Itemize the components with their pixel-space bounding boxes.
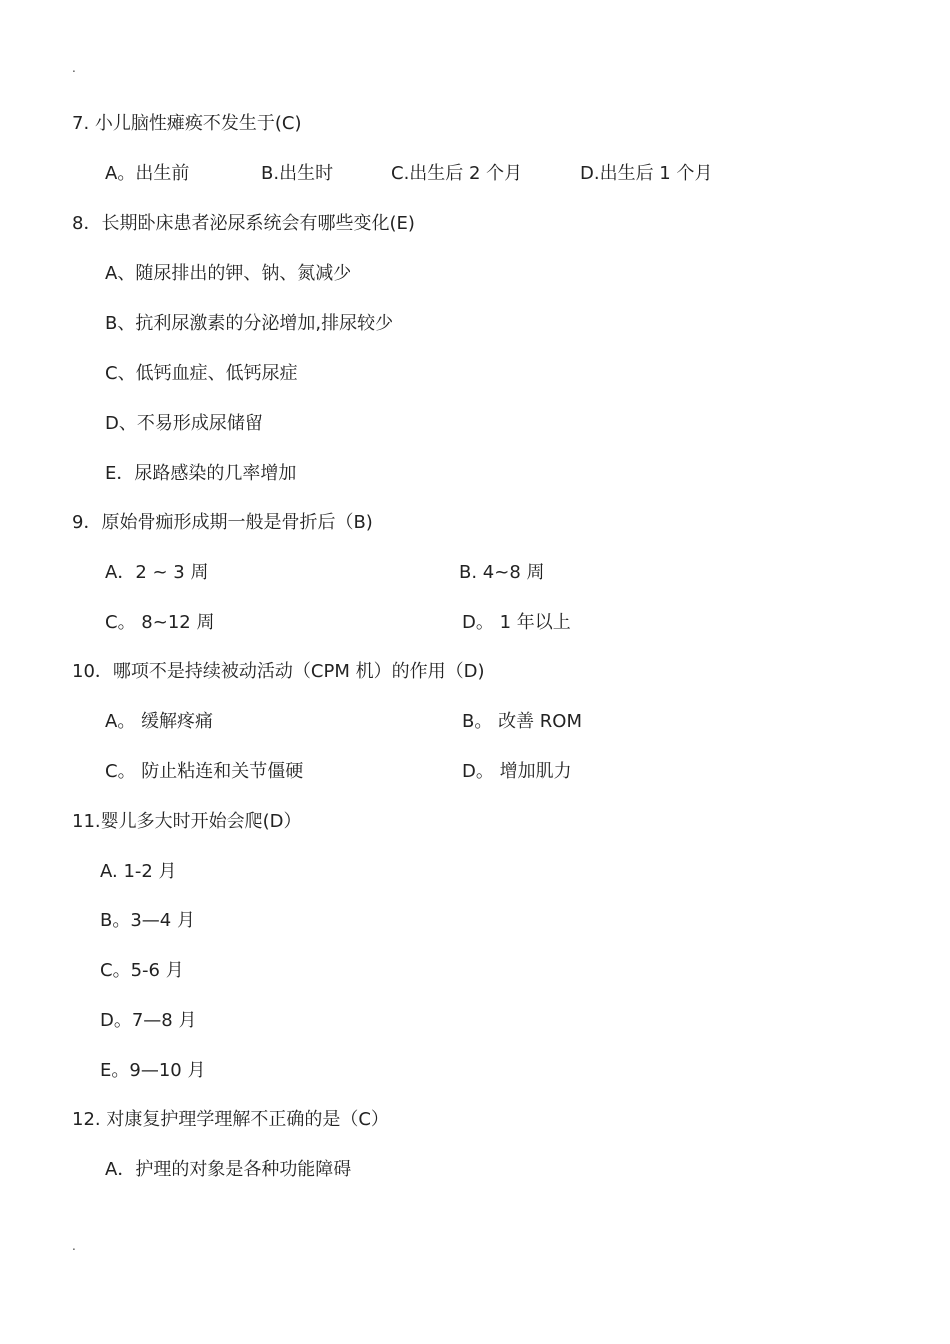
question-11-option-e: E。9—10 月 — [100, 1060, 206, 1081]
question-7-option-b: B.出生时 — [261, 163, 334, 184]
question-9-option-b: B. 4~8 周 — [459, 562, 545, 583]
footer-mark: . — [72, 1239, 76, 1253]
question-8-option-a: A、随尿排出的钾、钠、氮减少 — [105, 263, 352, 284]
question-7-stem: 7. 小儿脑性瘫痪不发生于(C) — [72, 113, 302, 134]
question-10-option-d: D。 增加肌力 — [462, 761, 572, 782]
question-10-option-c: C。 防止粘连和关节僵硬 — [105, 761, 304, 782]
question-12-option-a: A．护理的对象是各种功能障碍 — [105, 1159, 352, 1180]
question-11-option-a: A. 1-2 月 — [100, 861, 177, 882]
question-8-option-e: E．尿路感染的几率增加 — [105, 463, 297, 484]
question-9-option-d: D。 1 年以上 — [462, 612, 571, 633]
question-9-stem: 9．原始骨痂形成期一般是骨折后（B) — [72, 512, 373, 533]
question-9-option-c: C。 8~12 周 — [105, 612, 215, 633]
question-7-option-d: D.出生后 1 个月 — [580, 163, 713, 184]
question-7-option-c: C.出生后 2 个月 — [391, 163, 523, 184]
question-8-option-d: D、不易形成尿储留 — [105, 413, 263, 434]
question-8-stem: 8．长期卧床患者泌尿系统会有哪些变化(E) — [72, 213, 415, 234]
question-11-option-c: C。5-6 月 — [100, 960, 184, 981]
question-11-stem: 11.婴儿多大时开始会爬(D） — [72, 811, 302, 832]
question-10-stem: 10．哪项不是持续被动活动（CPM 机）的作用（D) — [72, 661, 485, 682]
question-8-option-c: C、低钙血症、低钙尿症 — [105, 363, 298, 384]
question-10-option-b: B。 改善 ROM — [462, 711, 582, 732]
question-8-option-b: B、抗利尿激素的分泌增加,排尿较少 — [105, 313, 394, 334]
question-11-option-b: B。3—4 月 — [100, 910, 195, 931]
question-7-option-a: A。出生前 — [105, 163, 190, 184]
question-9-option-a: A．2 ~ 3 周 — [105, 562, 209, 583]
question-12-stem: 12. 对康复护理学理解不正确的是（C） — [72, 1109, 389, 1130]
question-10-option-a: A。 缓解疼痛 — [105, 711, 214, 732]
header-mark: . — [72, 61, 76, 75]
question-11-option-d: D。7—8 月 — [100, 1010, 197, 1031]
